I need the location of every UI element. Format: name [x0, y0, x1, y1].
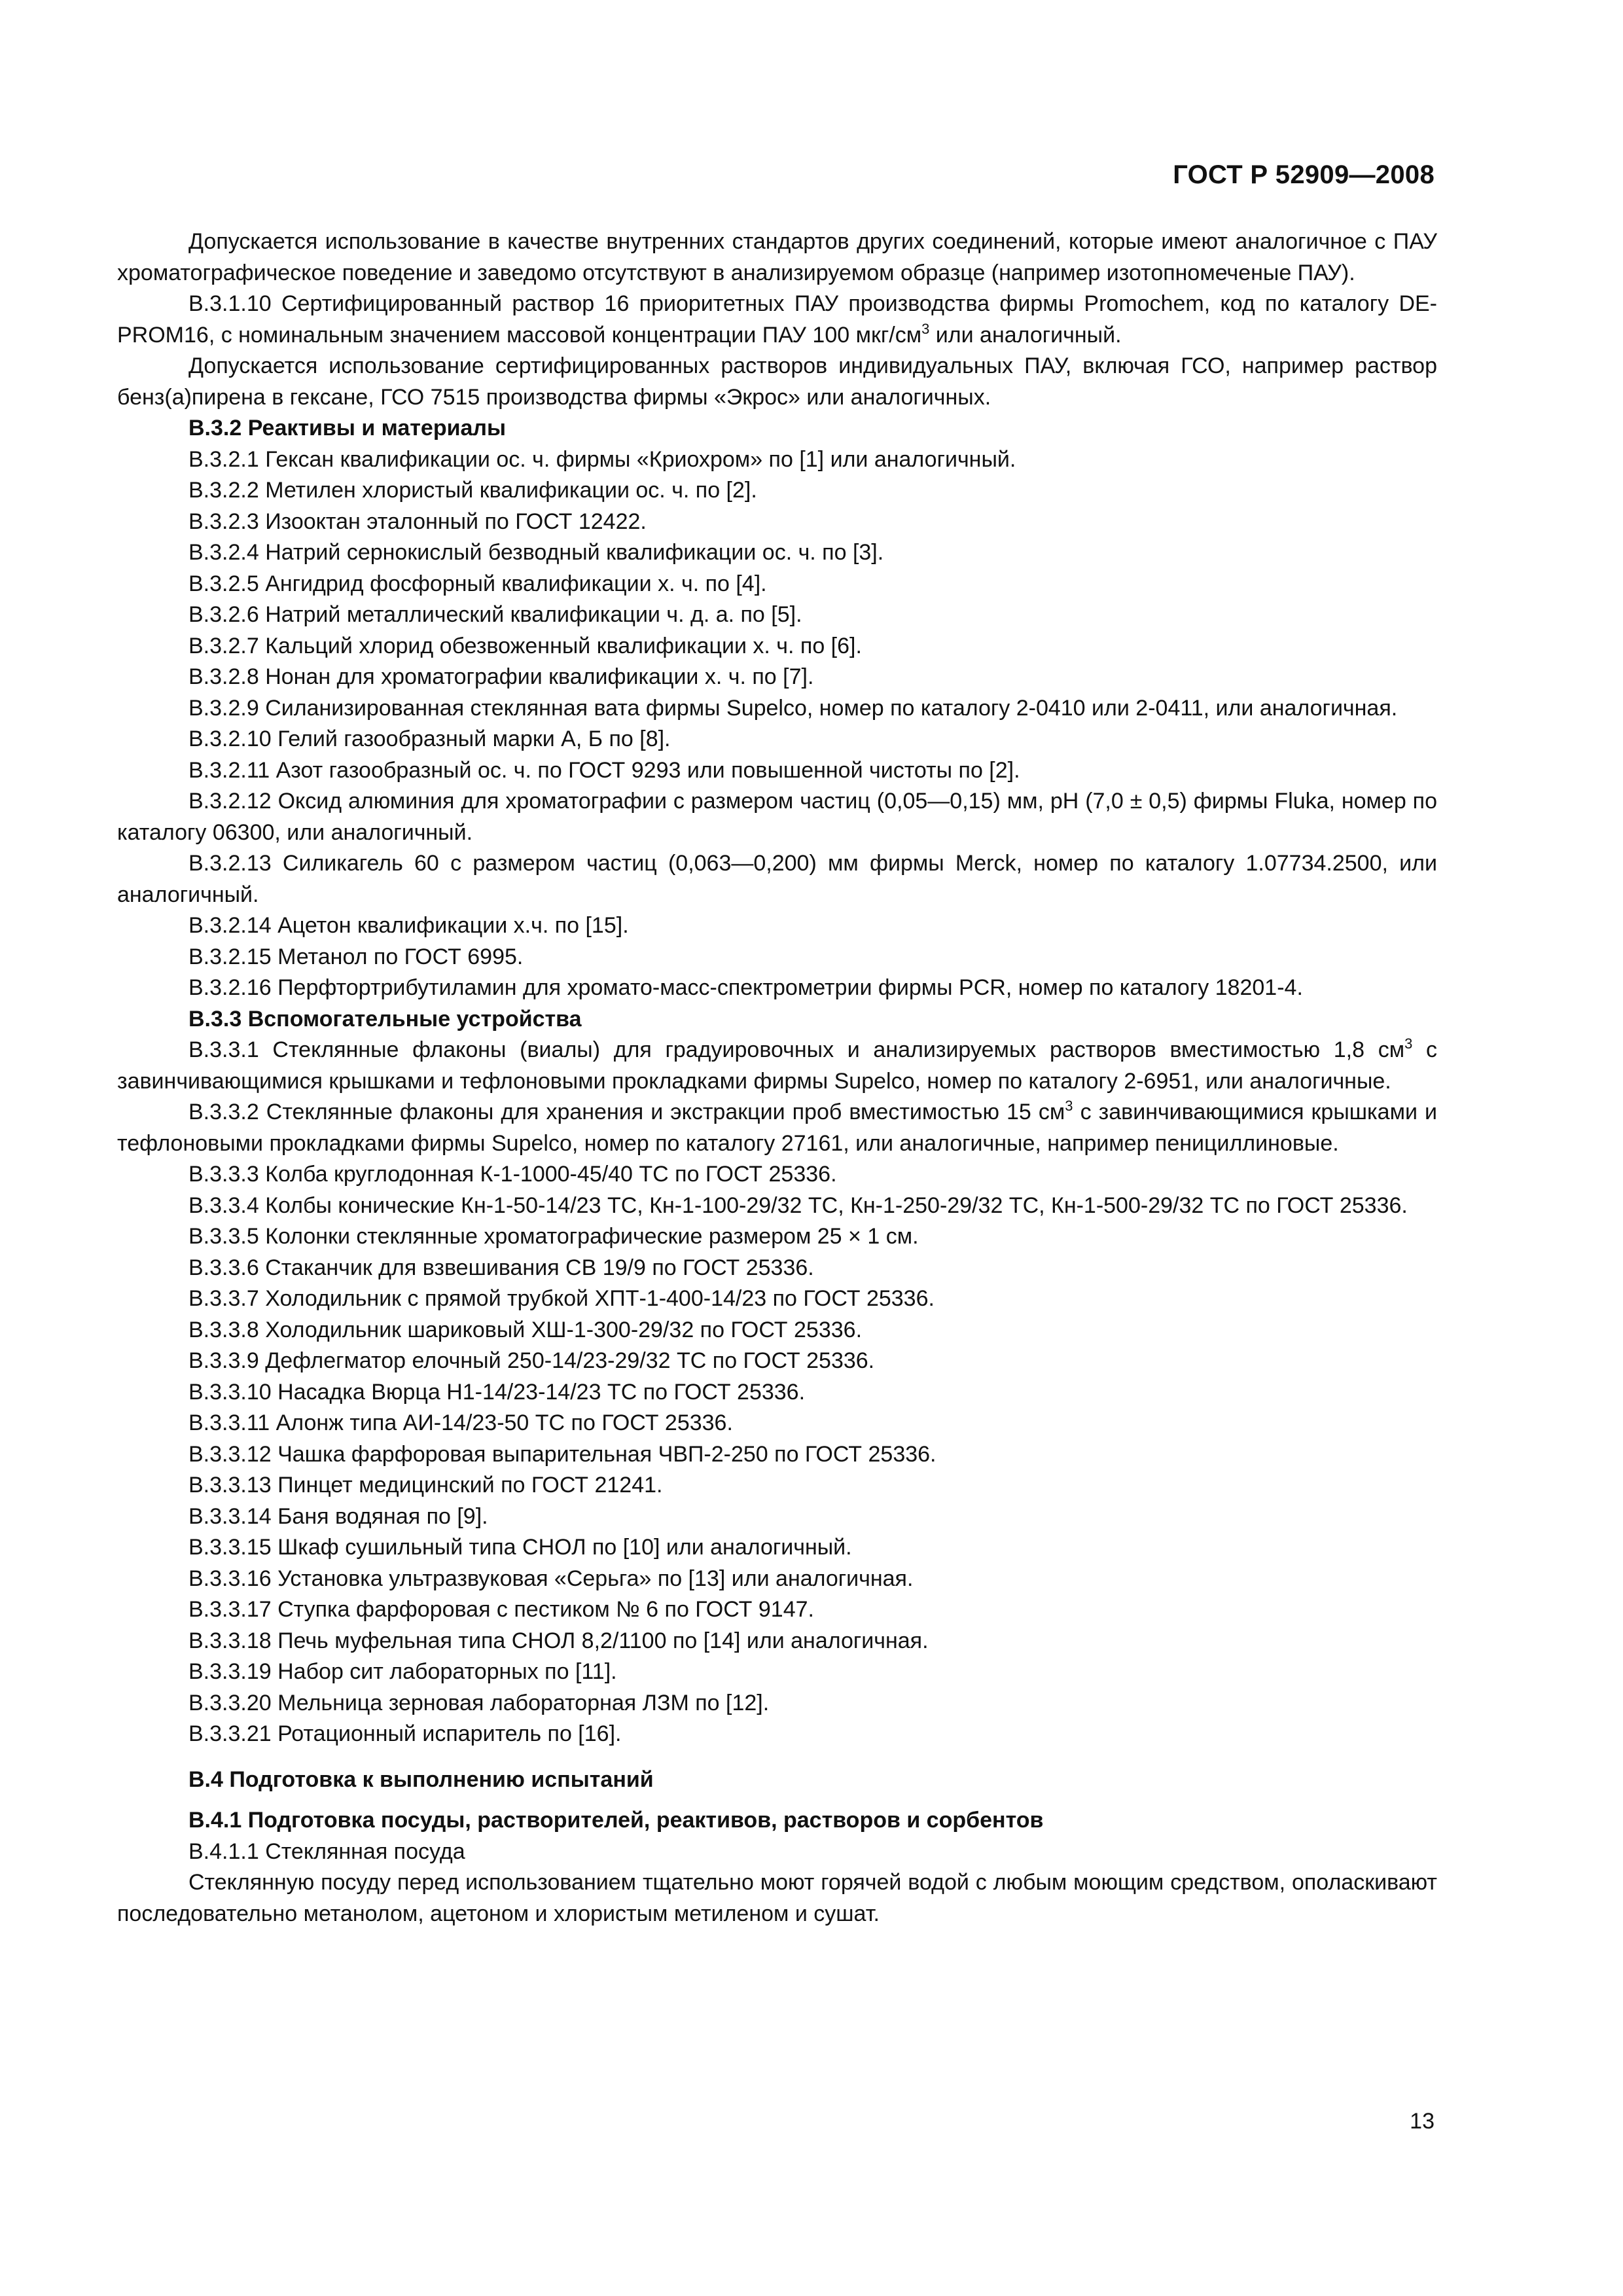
- list-item-b3-3-1: В.3.3.1 Стеклянные флаконы (виалы) для градуировочных и анализируемых растворов вместимостью 1,8 $см^3$ с завинчивающимися крышками и тефлоновыми прокладками фирмы Supelco, номер по каталогу 2-6951, или аналогичные.: [117, 1035, 1437, 1094]
- list-item: В.3.2.5 Ангидрид фосфорный квалификации х. ч. по [4].: [188, 571, 767, 596]
- section-heading-b3-2: В.3.2 Реактивы и материалы: [188, 416, 507, 440]
- list-item: В.3.2.9 Силанизированная стеклянная вата фирмы Supelco, номер по каталогу 2-0410 или 2-0411, или аналогичная.: [188, 695, 1398, 721]
- document-body: [117, 226, 1437, 1929]
- list-item: В.3.3.7 Холодильник с прямой трубкой ХПТ-1-400-14/23 по ГОСТ 25336.: [188, 1286, 935, 1311]
- list-item: В.3.3.6 Стаканчик для взвешивания СВ 19/9 по ГОСТ 25336.: [188, 1255, 814, 1280]
- list-item: В.3.3.13 Пинцет медицинский по ГОСТ 21241.: [188, 1473, 663, 1498]
- list-item: В.3.2.8 Нонан для хроматографии квалификации х. ч. по [7].: [188, 664, 814, 689]
- section-heading-b3-3: В.3.3 Вспомогательные устройства: [188, 1006, 582, 1031]
- list-item: В.3.2.2 Метилен хлористый квалификации ос. ч. по [2].: [188, 478, 757, 503]
- list-item: В.3.3.18 Печь муфельная типа СНОЛ 8,2/1100 по [14] или аналогичная.: [188, 1628, 929, 1653]
- list-item: В.3.2.11 Азот газообразный ос. ч. по ГОСТ 9293 или повышенной чистоты по [2].: [188, 757, 1020, 783]
- list-item: В.3.2.7 Кальций хлорид обезвоженный квалификации х. ч. по [6].: [188, 633, 862, 658]
- subsection-title-b4-1-1: В.4.1.1 Стеклянная посуда: [188, 1839, 465, 1864]
- list-item: В.3.3.20 Мельница зерновая лабораторная ЛЗМ по [12].: [188, 1690, 770, 1715]
- paragraph-b3-1-10: В.3.1.10 Сертифицированный раствор 16 приоритетных ПАУ производства фирмы Promochem, код по каталогу DE-PROM16, с номинальным значением массовой концентрации ПАУ 100 мкг/$см^3$ или аналогичный.: [117, 291, 1437, 348]
- list-item: В.3.3.16 Установка ультразвуковая «Серьга» по [13] или аналогичная.: [188, 1566, 914, 1591]
- list-item: В.3.2.14 Ацетон квалификации х.ч. по [15].: [188, 913, 629, 938]
- list-item: В.3.3.19 Набор сит лабораторных по [11].: [188, 1659, 617, 1684]
- list-item: В.3.2.6 Натрий металлический квалификации ч. д. а. по [5].: [188, 602, 802, 627]
- paragraph: Допускается использование в качестве внутренних стандартов других соединений, которые имеют аналогичное с ПАУ хроматографическое поведение и заведомо отсутствуют в анализируемом образце (например изотопномеченые ПАУ).: [117, 229, 1437, 285]
- document-code: ГОСТ Р 52909—2008: [1173, 160, 1435, 189]
- list-item: В.3.2.13 Силикагель 60 с размером частиц (0,063—0,200) мм фирмы Merck, номер по каталогу 1.07734.2500, или аналогичный.: [117, 851, 1437, 907]
- paragraph: Стеклянную посуду перед использованием тщательно моют горячей водой с любым моющим средством, ополаскивают последовательно метанолом, ацетоном и хлористым метиленом и сушат.: [117, 1870, 1437, 1926]
- list-item: В.3.2.1 Гексан квалификации ос. ч. фирмы «Криохром» по [1] или аналогичный.: [188, 446, 1016, 472]
- list-item: В.3.3.3 Колба круглодонная К-1-1000-45/40 ТС по ГОСТ 25336.: [188, 1162, 837, 1187]
- list-item: В.3.3.8 Холодильник шариковый ХШ-1-300-29/32 по ГОСТ 25336.: [188, 1317, 863, 1342]
- page-number: 13: [1410, 2109, 1435, 2134]
- list-item: В.3.3.15 Шкаф сушильный типа СНОЛ по [10] или аналогичный.: [188, 1535, 852, 1560]
- list-item: В.3.3.4 Колбы конические Кн-1-50-14/23 ТС, Кн-1-100-29/32 ТС, Кн-1-250-29/32 ТС, Кн-1-500-29/32 ТС по ГОСТ 25336.: [188, 1193, 1408, 1218]
- section-heading-b4-1: В.4.1 Подготовка посуды, растворителей, реактивов, растворов и сорбентов: [188, 1808, 1044, 1833]
- list-item: В.3.3.12 Чашка фарфоровая выпарительная ЧВП-2-250 по ГОСТ 25336.: [188, 1441, 936, 1467]
- list-item-b3-3-2: В.3.3.2 Стеклянные флаконы для хранения и экстракции проб вместимостью 15 $см^3$ с завинчивающимися крышками и тефлоновыми прокладками фирмы Supelco, номер по каталогу 27161, или аналогичные, например пенициллиновые.: [117, 1098, 1437, 1156]
- paragraph: Допускается использование сертифицированных растворов индивидуальных ПАУ, включая ГСО, например раствор бенз(а)пирена в гексане, ГСО 7515 производства фирмы «Экрос» или аналогичных.: [117, 353, 1437, 410]
- list-item: В.3.3.21 Ротационный испаритель по [16].: [188, 1721, 622, 1746]
- list-item: В.3.2.15 Метанол по ГОСТ 6995.: [188, 944, 524, 969]
- list-item: В.3.3.17 Ступка фарфоровая с пестиком № 6 по ГОСТ 9147.: [188, 1597, 814, 1622]
- list-item: В.3.2.10 Гелий газообразный марки А, Б по [8].: [188, 726, 671, 751]
- list-item: В.3.2.12 Оксид алюминия для хроматографии с размером частиц (0,05—0,15) мм, pH (7,0 ± 0,5) фирмы Fluka, номер по каталогу 06300, или аналогичный.: [117, 789, 1437, 845]
- list-item: В.3.2.16 Перфтортрибутиламин для хромато-масс-спектрометрии фирмы PCR, номер по каталогу 18201-4.: [188, 975, 1303, 1000]
- list-item: В.3.2.4 Натрий сернокислый безводный квалификации ос. ч. по [3].: [188, 540, 884, 565]
- list-item: В.3.2.3 Изооктан эталонный по ГОСТ 12422.: [188, 509, 647, 534]
- list-item: В.3.3.10 Насадка Вюрца Н1-14/23-14/23 ТС по ГОСТ 25336.: [188, 1379, 806, 1405]
- list-item: В.3.3.14 Баня водяная по [9].: [188, 1503, 488, 1529]
- list-item: В.3.3.9 Дефлегматор елочный 250-14/23-29/32 ТС по ГОСТ 25336.: [188, 1348, 875, 1373]
- list-item: В.3.3.5 Колонки стеклянные хроматографические размером 25 × 1 см.: [188, 1224, 919, 1249]
- section-heading-b4: В.4 Подготовка к выполнению испытаний: [188, 1767, 654, 1792]
- list-item: В.3.3.11 Алонж типа АИ-14/23-50 ТС по ГОСТ 25336.: [188, 1410, 733, 1435]
